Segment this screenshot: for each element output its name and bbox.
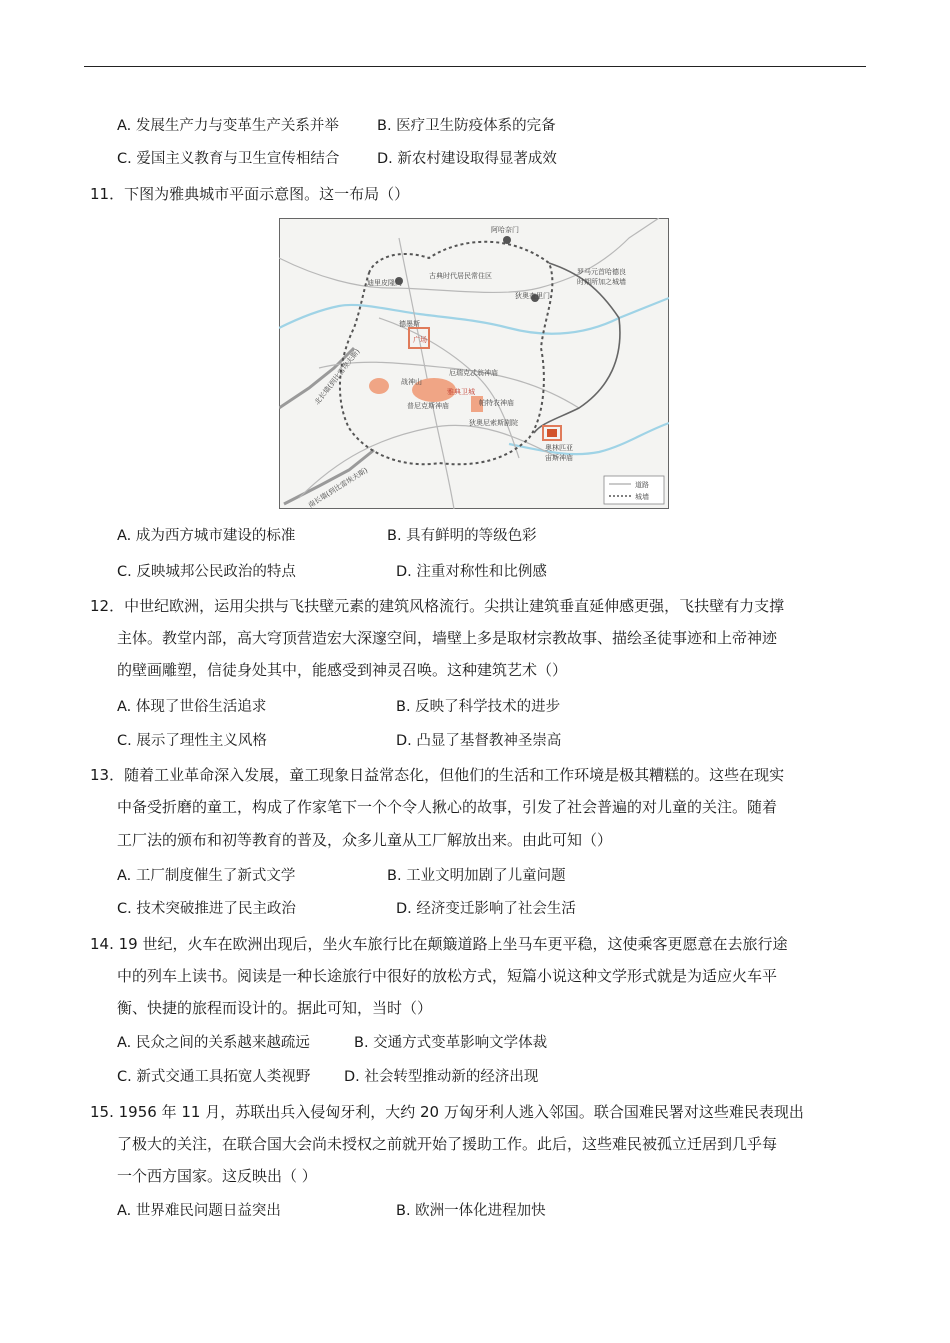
q15-option-b[interactable]: B. 欧洲一体化进程加快 xyxy=(396,1203,546,1219)
map-label-long-wall-south: 南长墙(到比雷埃夫斯) xyxy=(306,466,370,509)
q14-option-d[interactable]: D. 社会转型推动新的经济出现 xyxy=(344,1069,539,1085)
map-label-dipylon: 迪里皮隆门 xyxy=(367,279,402,287)
map-label-pnyx: 普尼克斯神庙 xyxy=(407,402,449,410)
q12-line-2: 主体。教堂内部，高大穹顶营造宏大深邃空间，墙壁上多是取材宗教故事、描绘圣徒事迹和上帝神迹 xyxy=(117,629,778,647)
map-label-olympieion: 奥林匹亚 xyxy=(545,444,573,452)
q15-line-3: 一个西方国家。这反映出（ ） xyxy=(117,1167,317,1185)
q14-option-a[interactable]: A. 民众之间的关系越来越疏远 xyxy=(117,1035,310,1051)
athens-city-map xyxy=(279,218,669,509)
q14-line-3: 衡、快捷的旅程而设计的。据此可知，当时（） xyxy=(117,999,433,1017)
map-label-dionysus: 狄奥尼索斯剧院 xyxy=(469,419,518,427)
map-label-acharnian-gate: 阿哈奈门 xyxy=(491,226,519,234)
q12-option-d[interactable]: D. 凸显了基督教神圣崇高 xyxy=(396,733,562,749)
q12-line-3: 的壁画雕塑，信徒身处其中，能感受到神灵召唤。这种建筑艺术（） xyxy=(117,661,568,679)
q13-option-d[interactable]: D. 经济变迁影响了社会生活 xyxy=(396,901,576,917)
map-label-long-wall-north: 北长墙(到比雷埃夫斯) xyxy=(313,347,362,407)
map-label-agora: 广场 xyxy=(413,336,427,344)
q10-option-a[interactable]: A. 发展生产力与变革生产关系并举 xyxy=(117,118,339,134)
q11-option-a[interactable]: A. 成为西方城市建设的标准 xyxy=(117,528,296,544)
q11-option-d[interactable]: D. 注重对称性和比例感 xyxy=(396,564,547,580)
q13-line-2: 中备受折磨的童工，构成了作家笔下一个个令人揪心的故事，引发了社会普遍的对儿童的关注。随着 xyxy=(117,798,778,816)
map-label-parthenon: 帕特农神庙 xyxy=(479,399,514,407)
q13-option-b[interactable]: B. 工业文明加剧了儿童问题 xyxy=(387,868,566,884)
q14-option-c[interactable]: C. 新式交通工具拓宽人类视野 xyxy=(117,1069,311,1085)
map-label-hephaestus: 厄瑞克忒翁神庙 xyxy=(449,369,498,377)
map-label-agora-ceramicus: 德墨斯 xyxy=(399,320,420,328)
map-label-diochares: 狄奥查里门 xyxy=(515,292,550,300)
q13-line-1: 13．随着工业革命深入发展，童工现象日益常态化，但他们的生活和工作环境是极其糟糕的。这些在现实 xyxy=(90,766,785,784)
q13-line-3: 工厂法的颁布和初等教育的普及，众多儿童从工厂解放出来。由此可知（） xyxy=(117,831,613,849)
map-label-roman-wall-2: 时期所加之城墙 xyxy=(577,278,626,286)
map-legend-road: 道路 xyxy=(635,481,649,489)
q10-option-d[interactable]: D. 新农村建设取得显著成效 xyxy=(377,151,557,167)
q11-option-c[interactable]: C. 反映城邦公民政治的特点 xyxy=(117,564,296,580)
map-label-acropolis: 雅典卫城 xyxy=(447,388,475,396)
map-label-olympieion-2: 宙斯神庙 xyxy=(545,454,573,462)
q12-line-1: 12．中世纪欧洲，运用尖拱与飞扶壁元素的建筑风格流行。尖拱让建筑垂直延伸感更强，飞扶壁有力支撑 xyxy=(90,597,785,615)
map-label-residential: 古典时代居民常住区 xyxy=(429,272,492,280)
q14-line-1: 14. 19 世纪，火车在欧洲出现后，坐火车旅行比在颠簸道路上坐马车更平稳，这使乘客更愿意在去旅行途 xyxy=(90,935,788,953)
q11-option-b[interactable]: B. 具有鲜明的等级色彩 xyxy=(387,528,537,544)
q13-option-a[interactable]: A. 工厂制度催生了新式文学 xyxy=(117,868,296,884)
map-label-areopagus: 战神山 xyxy=(401,378,422,386)
map-legend-wall: 城墙 xyxy=(635,493,649,501)
q12-option-a[interactable]: A. 体现了世俗生活追求 xyxy=(117,699,267,715)
q14-line-2: 中的列车上读书。阅读是一种长途旅行中很好的放松方式，短篇小说这种文学形式就是为适应火车平 xyxy=(117,967,778,985)
q10-option-b[interactable]: B. 医疗卫生防疫体系的完备 xyxy=(377,118,556,134)
q13-option-c[interactable]: C. 技术突破推进了民主政治 xyxy=(117,901,296,917)
q14-option-b[interactable]: B. 交通方式变革影响文学体裁 xyxy=(354,1035,548,1051)
q10-option-c[interactable]: C. 爱国主义教育与卫生宣传相结合 xyxy=(117,151,340,167)
q15-line-1: 15. 1956 年 11 月，苏联出兵入侵匈牙利，大约 20 万匈牙利人逃入邻国。联合国难民署对这些难民表现出 xyxy=(90,1103,804,1121)
header-rule xyxy=(84,66,866,67)
q11-stem: 11．下图为雅典城市平面示意图。这一布局（） xyxy=(90,185,410,203)
q15-option-a[interactable]: A. 世界难民问题日益突出 xyxy=(117,1203,281,1219)
q15-line-2: 了极大的关注，在联合国大会尚未授权之前就开始了援助工作。此后，这些难民被孤立迁居到几乎每 xyxy=(117,1135,778,1153)
q12-option-b[interactable]: B. 反映了科学技术的进步 xyxy=(396,699,561,715)
q12-option-c[interactable]: C. 展示了理性主义风格 xyxy=(117,733,267,749)
map-label-roman-wall: 罗马元首哈德良 xyxy=(577,268,626,276)
